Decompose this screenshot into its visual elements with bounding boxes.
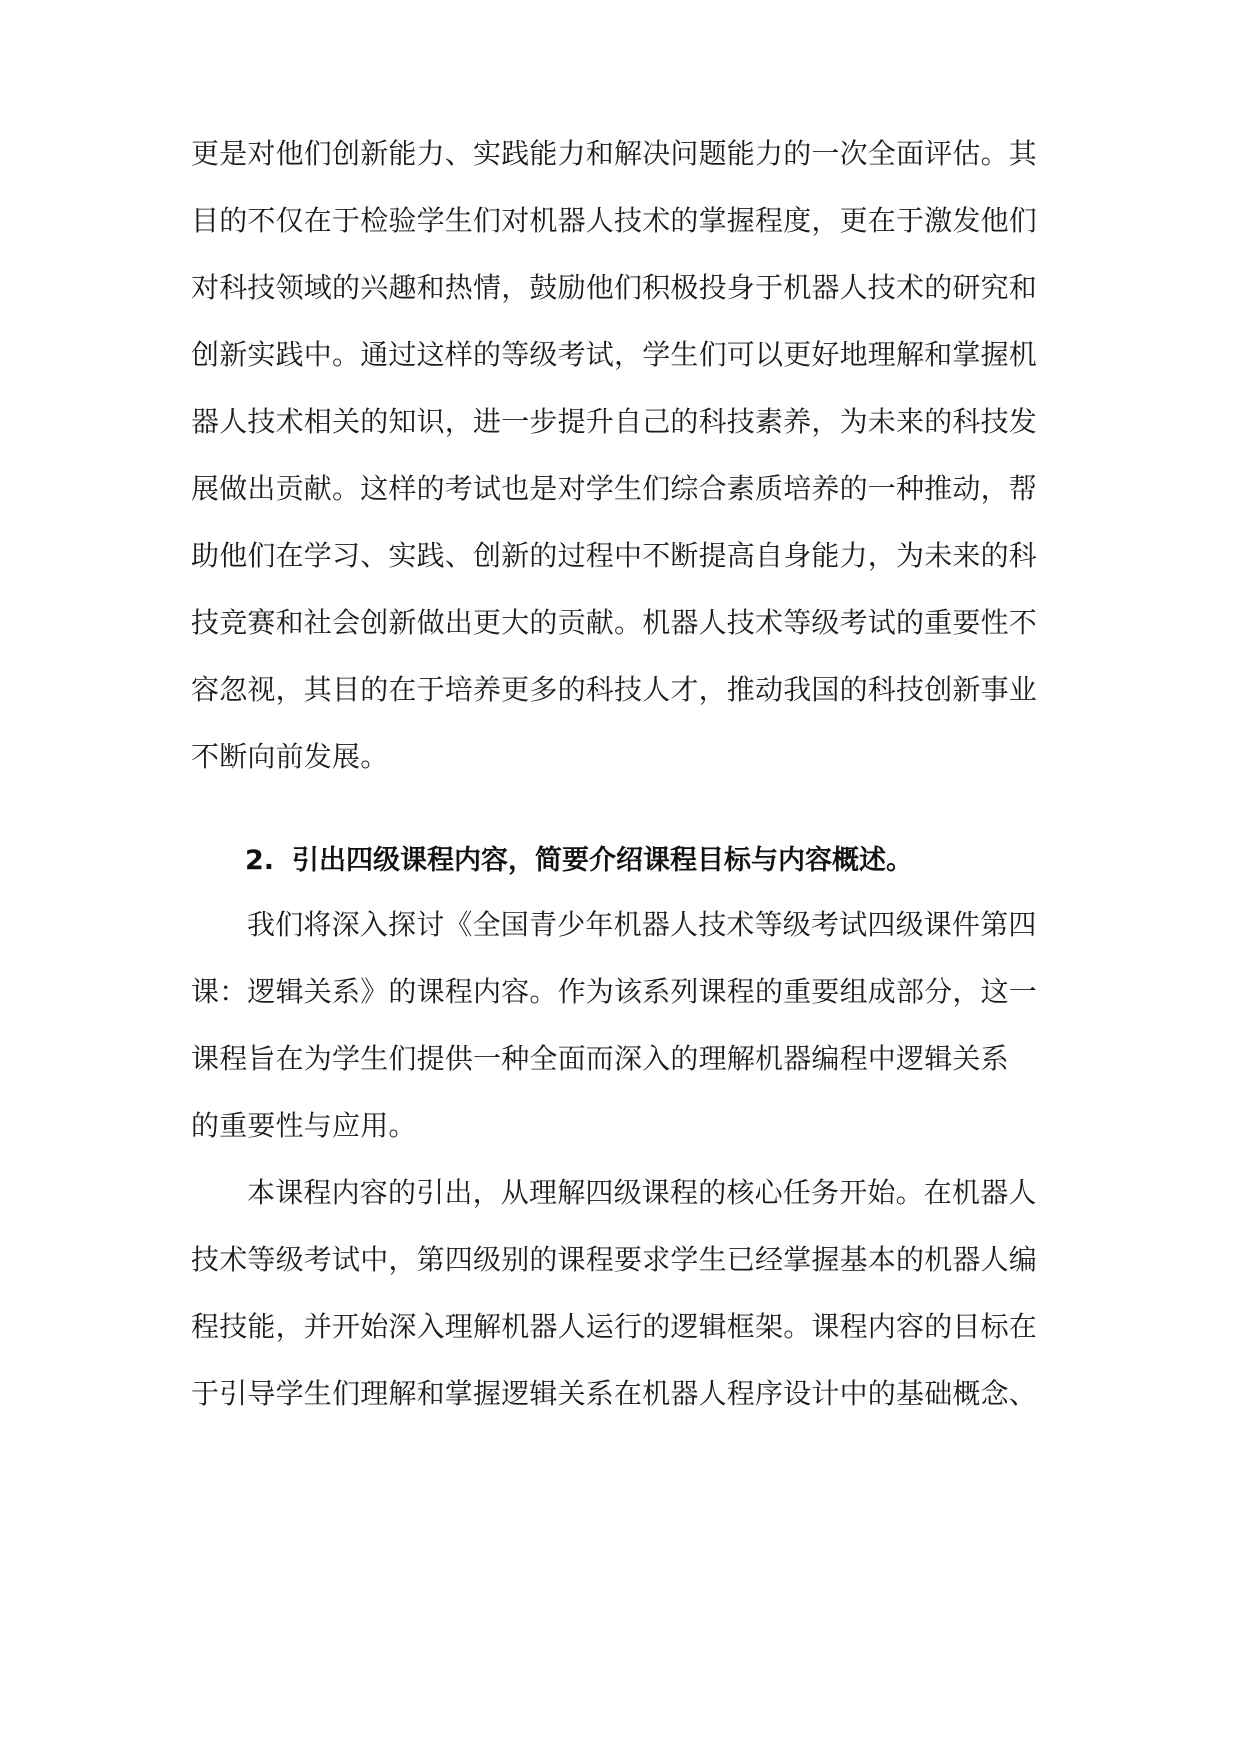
paragraph-line: 器人技术相关的知识，进一步提升自己的科技素养，为未来的科技发 bbox=[191, 405, 1038, 438]
paragraph-line: 不断向前发展。 bbox=[191, 740, 389, 773]
paragraph-line: 于引导学生们理解和掌握逻辑关系在机器人程序设计中的基础概念、 bbox=[191, 1377, 1038, 1410]
paragraph-line: 技术等级考试中，第四级别的课程要求学生已经掌握基本的机器人编 bbox=[191, 1243, 1038, 1276]
section-number: 2. bbox=[245, 845, 275, 876]
paragraph-line: 展做出贡献。这样的考试也是对学生们综合素质培养的一种推动，帮 bbox=[191, 472, 1038, 505]
paragraph-line: 技竞赛和社会创新做出更大的贡献。机器人技术等级考试的重要性不 bbox=[191, 606, 1038, 639]
paragraph-line: 我们将深入探讨《全国青少年机器人技术等级考试四级课件第四 bbox=[247, 908, 1037, 941]
paragraph-line: 程技能，并开始深入理解机器人运行的逻辑框架。课程内容的目标在 bbox=[191, 1310, 1038, 1343]
paragraph-line: 的重要性与应用。 bbox=[191, 1109, 417, 1142]
paragraph-line: 容忽视，其目的在于培养更多的科技人才，推动我国的科技创新事业 bbox=[191, 673, 1038, 706]
section-title: 引出四级课程内容，简要介绍课程目标与内容概述。 bbox=[292, 845, 914, 876]
paragraph-line: 助他们在学习、实践、创新的过程中不断提高自身能力，为未来的科 bbox=[191, 539, 1038, 572]
paragraph-line: 对科技领域的兴趣和热情，鼓励他们积极投身于机器人技术的研究和 bbox=[191, 271, 1038, 304]
paragraph-line: 课：逻辑关系》的课程内容。作为该系列课程的重要组成部分，这一 bbox=[191, 975, 1038, 1008]
paragraph-line: 本课程内容的引出，从理解四级课程的核心任务开始。在机器人 bbox=[247, 1176, 1037, 1209]
paragraph-line: 创新实践中。通过这样的等级考试，学生们可以更好地理解和掌握机 bbox=[191, 338, 1038, 371]
paragraph-line: 目的不仅在于检验学生们对机器人技术的掌握程度，更在于激发他们 bbox=[191, 204, 1038, 237]
paragraph-line: 更是对他们创新能力、实践能力和解决问题能力的一次全面评估。其 bbox=[191, 137, 1038, 170]
paragraph-line: 课程旨在为学生们提供一种全面而深入的理解机器编程中逻辑关系 bbox=[191, 1042, 1009, 1075]
section-heading bbox=[245, 841, 913, 881]
